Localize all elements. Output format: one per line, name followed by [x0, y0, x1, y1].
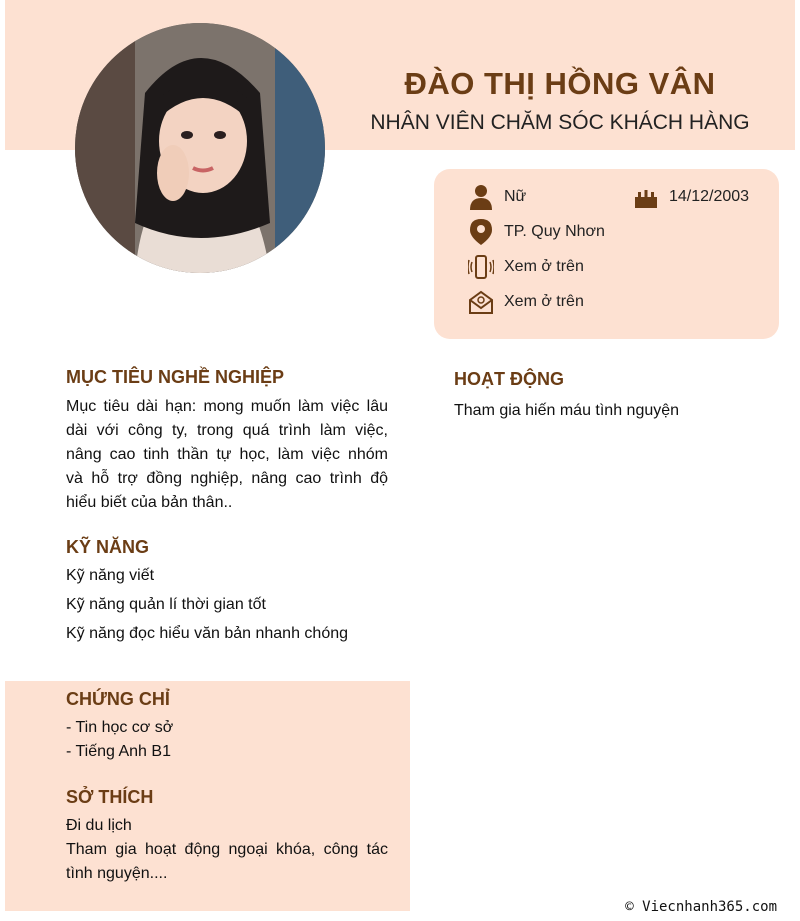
- certificates-title: CHỨNG CHỈ: [66, 689, 170, 709]
- address-row: [468, 219, 605, 245]
- phone-row: [468, 254, 584, 280]
- objective-line: dài với công ty, trong quá trình làm việc,: [66, 422, 388, 439]
- hobbies-title: SỞ THÍCH: [66, 787, 154, 807]
- email-row: [468, 289, 584, 315]
- job-title: NHÂN VIÊN CHĂM SÓC KHÁCH HÀNG: [370, 111, 750, 134]
- objective-line: hiểu biết của bản thân..: [66, 494, 233, 511]
- footer-watermark: © Viecnhanh365.com: [625, 899, 777, 915]
- certificate-item: - Tiếng Anh B1: [66, 743, 171, 760]
- birthday-row: [633, 184, 749, 210]
- objective-title: MỤC TIÊU NGHỀ NGHIỆP: [66, 367, 285, 387]
- skill-item: Kỹ năng đọc hiểu văn bản nhanh chóng: [66, 625, 349, 642]
- avatar-photo: [75, 23, 325, 273]
- objective-line: Mục tiêu dài hạn: mong muốn làm việc lâu: [66, 398, 388, 415]
- cake-icon: [633, 184, 659, 210]
- contact-card: [434, 169, 779, 339]
- skill-item: Kỹ năng viết: [66, 567, 155, 584]
- skill-item: Kỹ năng quản lí thời gian tốt: [66, 596, 266, 613]
- gender-text: Nữ: [504, 188, 527, 205]
- phone-text: Xem ở trên: [504, 258, 584, 275]
- hobby-line: tình nguyện....: [66, 865, 168, 882]
- skills-title: KỸ NĂNG: [66, 537, 150, 557]
- objective-text: [66, 395, 388, 515]
- certificate-item: - Tin học cơ sở: [66, 719, 174, 736]
- location-pin-icon: [468, 219, 494, 245]
- phone-icon: [468, 254, 494, 280]
- birthday-text: 14/12/2003: [669, 188, 750, 205]
- avatar: [75, 23, 325, 273]
- objective-line: nâng cao tinh thần tự học, làm việc nhóm: [66, 446, 388, 463]
- address-text: TP. Quy Nhơn: [504, 223, 605, 240]
- hobbies-text: [66, 814, 388, 886]
- activities-title: HOẠT ĐỘNG: [454, 369, 564, 389]
- objective-line: và hỗ trợ đồng nghiệp, nâng cao trình độ: [66, 470, 388, 487]
- email-icon: [468, 289, 494, 315]
- email-text: Xem ở trên: [504, 293, 584, 310]
- gender-row: [468, 184, 526, 210]
- activity-item: Tham gia hiến máu tình nguyện: [454, 402, 680, 419]
- hobby-line: Đi du lịch: [66, 817, 132, 834]
- hobby-line: Tham gia hoạt động ngoại khóa, công tác: [66, 841, 388, 858]
- person-icon: [468, 184, 494, 210]
- candidate-name: ĐÀO THỊ HỒNG VÂN: [404, 66, 716, 101]
